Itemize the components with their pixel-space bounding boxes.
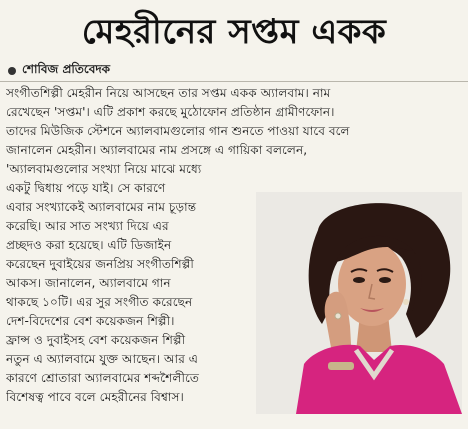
body-line: করেছি। আর সাত সংখ্যা দিয়ে এর <box>6 219 169 233</box>
body-line: প্রচ্ছদও করা হয়েছে। এটি ডিজাইন <box>6 238 172 252</box>
article-headline: মেহরীনের সপ্তম একক <box>81 12 387 52</box>
divider <box>0 81 468 82</box>
body-line: রেখেছেন 'সপ্তম'। এটি প্রকাশ করছে মুঠোফোন প্রতিষ্ঠান গ্রামীণফোন। <box>6 105 335 119</box>
body-line: জানালেন মেহরীন। অ্যালবামের নাম প্রসঙ্গে এ গায়িকা বললেন, <box>6 143 308 157</box>
byline-text: শোবিজ প্রতিবেদক <box>22 62 111 76</box>
body-line: 'অ্যালবামগুলোর সংখ্যা নিয়ে মাঝে মধ্যে <box>6 162 202 176</box>
article-byline <box>8 62 110 80</box>
woman-portrait-photo <box>256 192 462 414</box>
body-line: করেছেন দুবাইয়ের জনপ্রিয় সংগীতশিল্পী <box>6 257 194 271</box>
body-line: একটু দ্বিধায় পড়ে যাই। সে কারণে <box>6 181 166 195</box>
body-line: ফ্রান্স ও দুবাইসহ বেশ কয়েকজন শিল্পী <box>6 333 186 347</box>
body-line: কারণে শ্রোতারা অ্যালবামের শব্দশৈলীতে <box>6 371 200 385</box>
body-line: নতুন এ অ্যালবামে যুক্ত আছেন। আর এ <box>6 352 199 366</box>
body-line: বিশেষত্ব পাবে বলে মেহরীনের বিশ্বাস। <box>6 390 184 404</box>
bullet-icon <box>8 67 16 75</box>
body-line: দেশ-বিদেশের বেশ কয়েকজন শিল্পী। <box>6 314 175 328</box>
body-line: আকস। জানালেন, অ্যালবামে গান <box>6 276 171 290</box>
body-line: থাকছে ১০টি। এর সুর সংগীত করেছেন <box>6 295 193 309</box>
body-line: এবার সংখ্যাকেই অ্যালবামের নাম চূড়ান্ত <box>6 200 197 214</box>
body-line: তাদের মিউজিক স্টেশনে অ্যালবামগুলোর গান শুনতে পাওয়া যাবে বলে <box>6 124 350 138</box>
body-line: সংগীতশিল্পী মেহরীন নিয়ে আসছেন তার সপ্তম একক অ্যালবাম। নাম <box>6 86 331 100</box>
